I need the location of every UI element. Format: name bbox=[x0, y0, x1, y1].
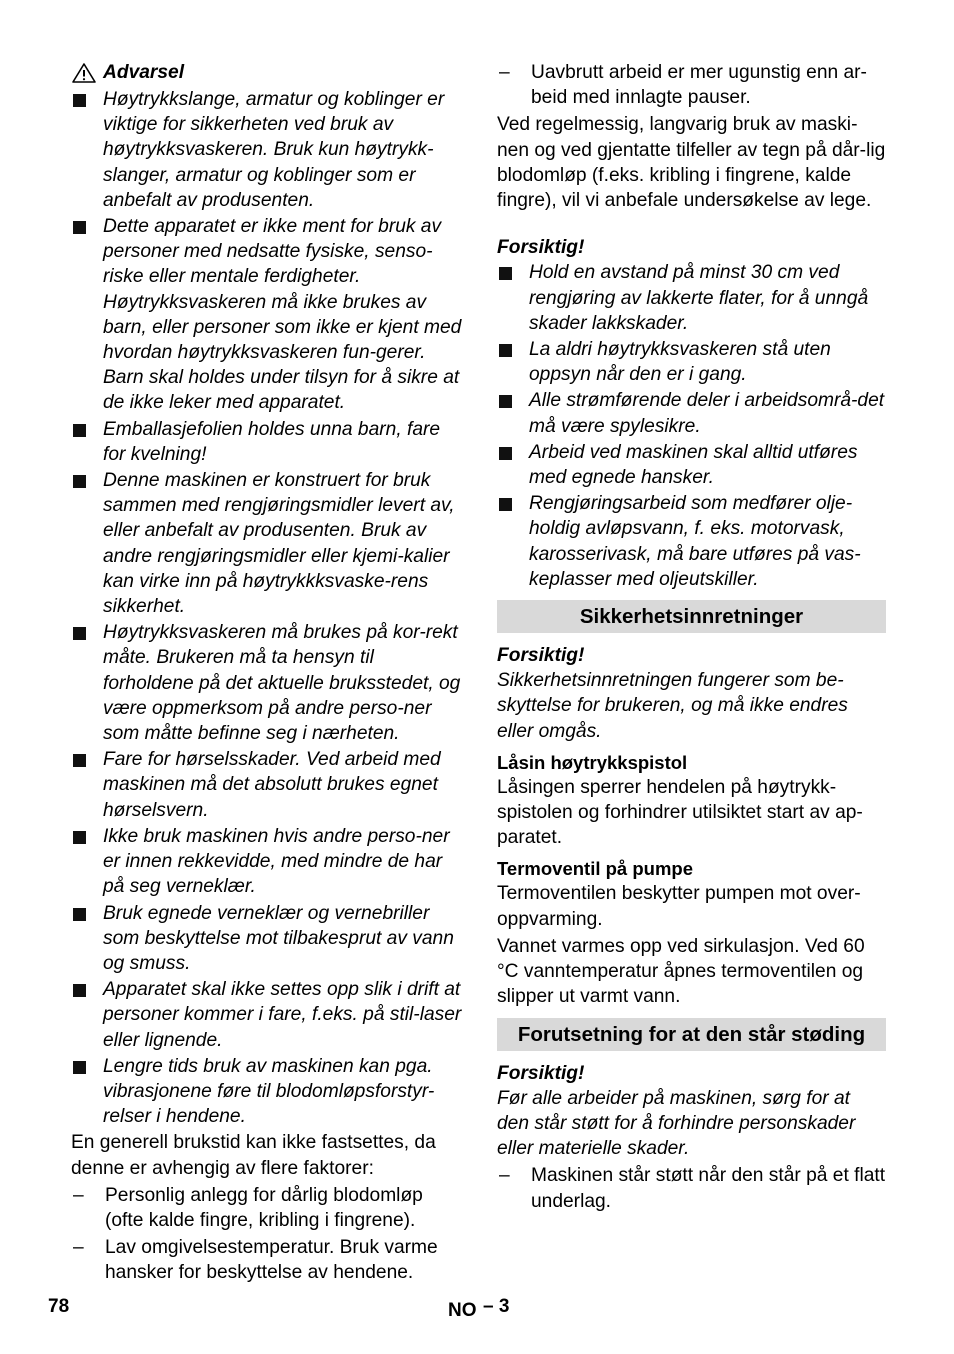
left-column bbox=[71, 60, 463, 1288]
section-number: – 3 bbox=[483, 1296, 510, 1317]
bullet-square-icon bbox=[497, 440, 529, 490]
caution-label: Forsiktig! bbox=[497, 1062, 585, 1084]
dash-marker: – bbox=[73, 1237, 84, 1259]
dash-marker: – bbox=[499, 62, 510, 83]
dash-marker: – bbox=[499, 1165, 510, 1187]
list-item: Rengjøringsarbeid som medfører olje-holdig avløpsvann, f. eks. motorvask, karosserivask, må bare utføres på vas-keplasser med oljeutskiller. bbox=[497, 491, 886, 592]
thermo-valve-paragraph: Vannet varmes opp ved sirkulasjon. Ved 60 °C vanntemperatur åpnes termoventilen og slipper ut varmt vann. bbox=[497, 935, 865, 1008]
bullet-square-icon bbox=[71, 824, 103, 900]
section-heading-stability: Forutsetning for at den står støding bbox=[497, 1018, 886, 1051]
list-item: Lengre tids bruk av maskinen kan pga. vibrasjonene føre til blodomløpsforstyr-relser i hendene. bbox=[71, 1054, 463, 1130]
list-item: Ikke bruk maskinen hvis andre perso-ner er innen rekkevidde, med mindre de har på seg verneklær. bbox=[71, 824, 463, 900]
dash-marker: – bbox=[73, 1184, 84, 1206]
bullet-square-icon bbox=[71, 1054, 103, 1130]
warning-title: Advarsel bbox=[103, 62, 185, 83]
list-item: La aldri høytrykksvaskeren stå uten oppsyn når den er i gang. bbox=[497, 337, 886, 387]
usage-paragraph: En generell brukstid kan ikke fastsettes, da denne er avhengig av flere faktorer: bbox=[71, 1132, 436, 1179]
bullet-square-icon bbox=[71, 87, 103, 213]
bullet-square-icon bbox=[497, 337, 529, 387]
bullet-square-icon bbox=[71, 747, 103, 823]
bullet-square-icon bbox=[71, 620, 103, 746]
bullet-square-icon bbox=[497, 260, 529, 336]
bullet-square-icon bbox=[71, 468, 103, 619]
dash-item: – Lav omgivelsestemperatur. Bruk varme hansker for beskyttelse av hendene. bbox=[71, 1235, 463, 1285]
dash-item: – Personlig anlegg for dårlig blodomløp (ofte kalde fingre, kribling i fingrene). bbox=[71, 1183, 463, 1233]
safety-devices-paragraph: Sikkerhetsinnretningen fungerer som be-skyttelse for brukeren, og må ikke endres eller omgås. bbox=[497, 670, 848, 742]
dash-item: – Uavbrutt arbeid er mer ugunstig enn ar-beid med innlagte pauser. bbox=[497, 60, 886, 110]
dash-item: – Maskinen står støtt når den står på et flatt underlag. bbox=[497, 1163, 886, 1213]
subheading-gun-lock: Låsin høytrykkspistol bbox=[497, 751, 688, 773]
list-item: Emballasjefolien holdes unna barn, fare for kvelning! bbox=[71, 417, 463, 467]
bullet-square-icon bbox=[71, 901, 103, 977]
list-item: Fare for hørselsskader. Ved arbeid med maskinen må det absolutt brukes egnet hørselsvern. bbox=[71, 747, 463, 823]
bullet-square-icon bbox=[71, 417, 103, 467]
bullet-square-icon bbox=[71, 214, 103, 416]
right-column bbox=[497, 60, 886, 1216]
list-item: Hold en avstand på minst 30 cm ved rengjøring av lakkerte flater, for å unngå skader lakkskader. bbox=[497, 260, 886, 336]
stability-paragraph: Før alle arbeider på maskinen, sørg for at den står støtt for å forhindre personskader eller materielle skader. bbox=[497, 1087, 856, 1160]
warning-heading bbox=[71, 60, 463, 85]
list-item-continuation: Høytrykksvaskeren må ikke brukes av barn, eller personer som ikke er kjent med hvordan høytrykksvaskeren fun-gerer. bbox=[103, 291, 462, 364]
list-item: Bruk egnede verneklær og vernebriller som beskyttelse mot tilbakesprut av vann og smuss. bbox=[71, 901, 463, 977]
list-item: Apparatet skal ikke settes opp slik i drift at personer kommer i fare, f.eks. på stil-laser eller lignende. bbox=[71, 977, 463, 1053]
subheading-thermo-valve: Termoventil på pumpe bbox=[497, 858, 693, 880]
bullet-square-icon bbox=[497, 491, 529, 592]
list-item: Høytrykkslange, armatur og koblinger er viktige for sikkerheten ved bruk av høytrykksvaskeren. Bruk kun høytrykk-slanger, armatur og koblinger som er anbefalt av produsenten. bbox=[71, 87, 463, 213]
list-item-continuation: Barn skal holdes under tilsyn for å sikre at de ikke leker med apparatet. bbox=[103, 367, 460, 414]
medical-paragraph: Ved regelmessig, langvarig bruk av maski-nen og ved gjentatte tilfeller av tegn på dår-lig blodomløp (f.eks. kribling i fingrene, kalde fingre), vil vi anbefale undersøkelse av lege. bbox=[497, 114, 886, 212]
bullet-square-icon bbox=[71, 977, 103, 1053]
caution-label: Forsiktig! bbox=[497, 237, 585, 259]
section-heading-safety-devices: Sikkerhetsinnretninger bbox=[497, 600, 886, 633]
page-number: 78 bbox=[48, 1296, 70, 1317]
gun-lock-paragraph: Låsingen sperrer hendelen på høytrykk-spistolen og forhindrer utilsiktet start av ap-paratet. bbox=[497, 776, 863, 849]
caution-label: Forsiktig! bbox=[497, 645, 585, 667]
list-item: Dette apparatet er ikke ment for bruk av personer med nedsatte fysiske, senso-riske eller mentale ferdigheter. Høytrykksvaskeren må ikke brukes av barn, eller personer som ikke er kjent med hvordan høytrykksvaskeren fun-gerer. Barn skal holdes under tilsyn for å sikre at de ikke leker med apparatet. bbox=[71, 214, 463, 416]
list-item: Høytrykksvaskeren må brukes på kor-rekt måte. Brukeren må ta hensyn til forholdene på det aktuelle bruksstedet, og være oppmerksom på andre perso-ner som måtte befinne seg i nærheten. bbox=[71, 620, 463, 746]
bullet-square-icon bbox=[497, 388, 529, 438]
language-code: NO bbox=[448, 1300, 477, 1321]
list-item: Arbeid ved maskinen skal alltid utføres med egnede hansker. bbox=[497, 440, 886, 490]
list-item: Denne maskinen er konstruert for bruk sammen med rengjøringsmidler levert av, eller anbefalt av produsenten. Bruk av andre rengjøringsmidler eller kjemi-kalier kan virke inn på høytrykkksvaske-rens sikkerhet. bbox=[71, 468, 463, 619]
list-item: Alle strømførende deler i arbeidsområ-det må være spylesikre. bbox=[497, 388, 886, 438]
thermo-valve-paragraph: Termoventilen beskytter pumpen mot over-oppvarming. bbox=[497, 883, 861, 930]
warning-triangle-icon bbox=[71, 62, 97, 84]
